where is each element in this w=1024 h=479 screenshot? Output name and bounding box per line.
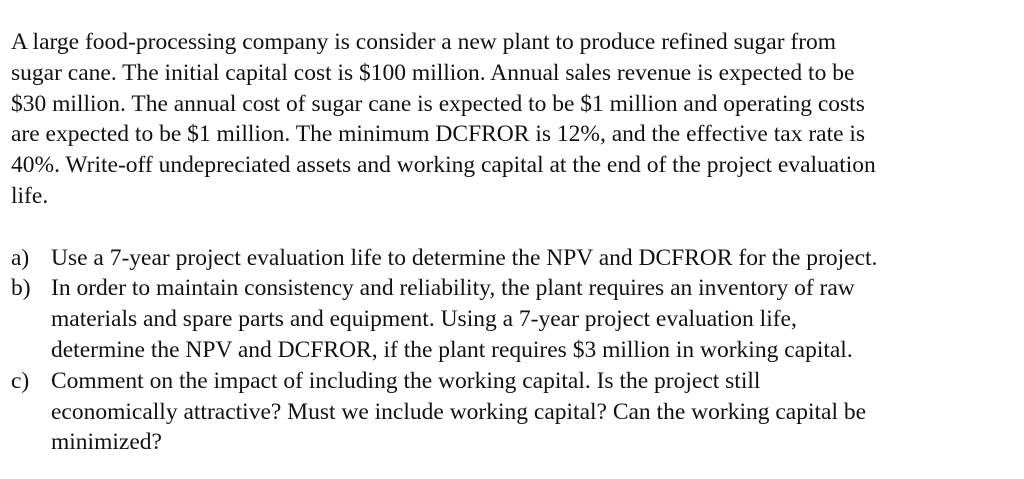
question-line xyxy=(11,366,1011,397)
question-item-a xyxy=(11,243,1011,274)
intro-line: A large food-processing company is consider a new plant to produce refined sugar from xyxy=(11,29,837,55)
question-text: minimized? xyxy=(51,429,162,456)
problem-intro xyxy=(11,27,1011,212)
question-marker: a) xyxy=(11,244,30,271)
intro-line: 40%. Write-off undepreciated assets and working capital at the end of the project evaluation xyxy=(11,152,876,179)
intro-line: are expected to be $1 million. The minimum DCFROR is 12%, and the effective tax rate is xyxy=(11,121,866,148)
intro-line: life. xyxy=(11,182,49,209)
question-line xyxy=(11,273,1011,304)
question-text: determine the NPV and DCFROR, if the plant requires $3 million in working capital. xyxy=(51,336,853,363)
question-marker: b) xyxy=(11,275,31,302)
question-list xyxy=(11,243,1011,459)
question-text: In order to maintain consistency and reliability, the plant requires an inventory of raw xyxy=(51,275,855,302)
question-line xyxy=(11,304,1011,335)
question-item-c xyxy=(11,366,1011,458)
question-line xyxy=(11,427,1011,458)
intro-line: $30 million. The annual cost of sugar cane is expected to be $1 million and operating costs xyxy=(11,90,865,117)
question-text: Use a 7-year project evaluation life to determine the NPV and DCFROR for the project. xyxy=(51,244,878,271)
question-line xyxy=(11,397,1011,428)
question-line xyxy=(11,335,1011,366)
question-text: Comment on the impact of including the working capital. Is the project still xyxy=(51,367,761,394)
problem-document xyxy=(11,27,1011,458)
question-text: economically attractive? Must we include working capital? Can the working capital be xyxy=(51,398,867,425)
question-text: materials and spare parts and equipment. Using a 7-year project evaluation life, xyxy=(51,306,797,333)
question-item-b xyxy=(11,273,1011,365)
paragraph-gap xyxy=(11,212,1011,243)
intro-line: sugar cane. The initial capital cost is $100 million. Annual sales revenue is expected to be xyxy=(11,59,855,86)
question-marker: c) xyxy=(11,367,30,394)
question-line xyxy=(11,243,1011,274)
